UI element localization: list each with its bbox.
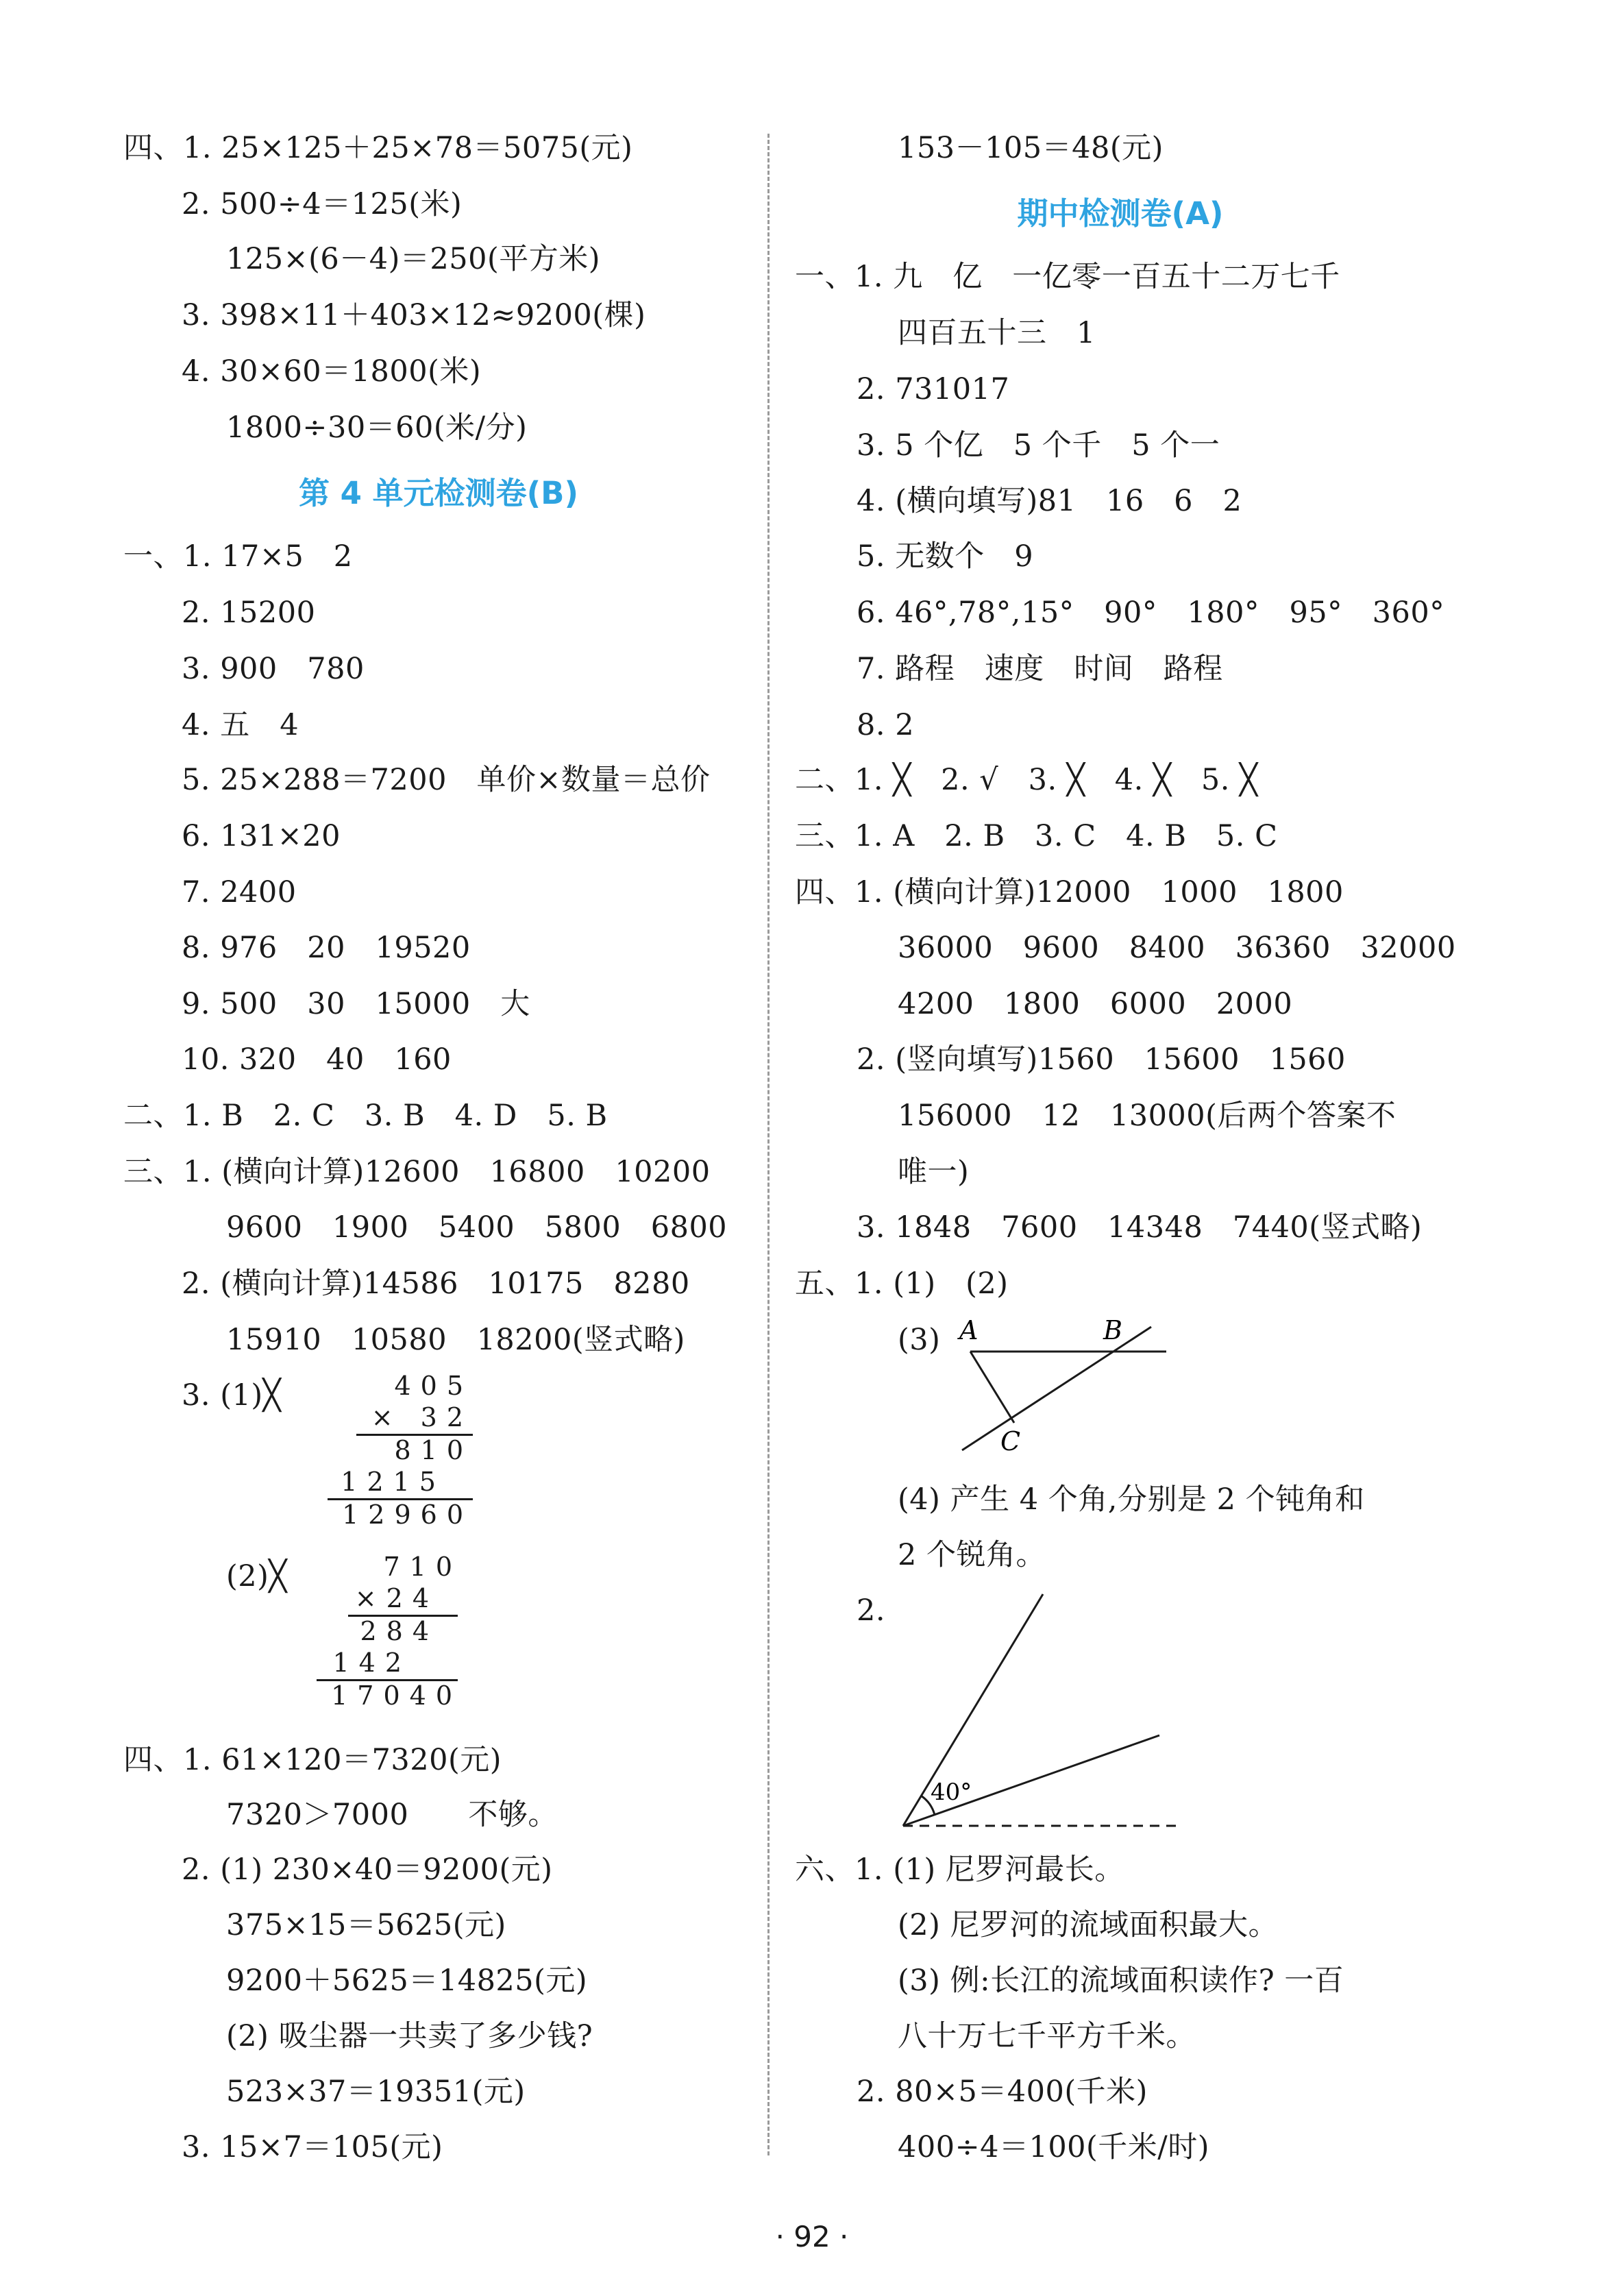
answer-line: 2. 500÷4＝125(米) [182, 187, 463, 221]
answer-line: 5. 无数个 9 [857, 539, 1034, 574]
answer-line: 一、1. 17×5 2 [123, 539, 353, 574]
answer-line: 9600 1900 5400 5800 6800 [226, 1210, 728, 1245]
page-number: · 92 · [775, 2220, 849, 2253]
answer-line: 八十万七千平方千米。 [898, 2019, 1196, 2053]
answer-line: 四百五十三 1 [898, 316, 1096, 350]
angle-label: 40° [931, 1779, 972, 1806]
answer-line: 2. (竖向填写)1560 15600 1560 [857, 1042, 1346, 1077]
vm-partial: 810 [394, 1435, 473, 1465]
line-bc [962, 1327, 1151, 1450]
answer-line: 3. (1)╳ [182, 1378, 281, 1413]
answer-line: 156000 12 13000(后两个答案不 [898, 1099, 1397, 1133]
answer-line: 125×(6－4)＝250(平方米) [226, 242, 600, 276]
vm-multiplier: × 32 [371, 1402, 473, 1432]
answer-line: 9200＋5625＝14825(元) [226, 1964, 588, 1998]
answer-line: 四、1. 61×120＝7320(元) [123, 1743, 502, 1777]
answer-line: (4) 产生 4 个角,分别是 2 个钝角和 [898, 1482, 1365, 1517]
answer-line: (3) [898, 1323, 941, 1357]
vm-result: 17040 [331, 1681, 462, 1711]
answer-line: 2. 15200 [182, 596, 316, 630]
answer-line: 153－105＝48(元) [898, 131, 1164, 165]
answer-line: (3) 例:长江的流域面积读作? 一百 [898, 1964, 1344, 1998]
section-title: 第 4 单元检测卷(B) [298, 475, 579, 511]
angle-ray-upper [903, 1594, 1043, 1826]
answer-line: 3. 1848 7600 14348 7440(竖式略) [857, 1210, 1423, 1245]
answer-line: 8. 2 [857, 708, 915, 742]
answer-line: 7. 路程 速度 时间 路程 [857, 652, 1223, 686]
answer-line: 唯一) [898, 1155, 970, 1189]
answer-line: 15910 10580 18200(竖式略) [226, 1323, 685, 1357]
answer-line: 7. 2400 [182, 875, 297, 909]
answer-line: 3. 15×7＝105(元) [182, 2130, 443, 2164]
answer-line: 三、1. A 2. B 3. C 4. B 5. C [795, 819, 1278, 853]
answer-line: 四、1. (横向计算)12000 1000 1800 [795, 875, 1344, 909]
answer-line: 2. [857, 1593, 886, 1628]
vm-multiplier: ×24 [354, 1583, 439, 1613]
answer-line: 4200 1800 6000 2000 [898, 987, 1293, 1021]
point-label-a: A [959, 1315, 979, 1345]
answer-line: 二、1. ╳ 2. √ 3. ╳ 4. ╳ 5. ╳ [795, 763, 1258, 797]
answer-line: 9. 500 30 15000 大 [182, 987, 530, 1021]
point-label-c: C [1000, 1426, 1021, 1456]
answer-line: (2)╳ [226, 1559, 287, 1593]
answer-line: 五、1. (1) (2) [795, 1267, 1009, 1301]
angle-figure [898, 1590, 1185, 1837]
answer-line: 三、1. (横向计算)12600 16800 10200 [123, 1155, 711, 1189]
answer-line: 2. 731017 [857, 372, 1010, 406]
answer-line: 400÷4＝100(千米/时) [898, 2130, 1210, 2164]
answer-line: 1800÷30＝60(米/分) [226, 411, 528, 445]
answer-line: 2. (横向计算)14586 10175 8280 [182, 1267, 690, 1301]
line-ac [970, 1352, 1014, 1423]
vm-partial: 1215 [341, 1467, 445, 1497]
answer-line: 2. (1) 230×40＝9200(元) [182, 1853, 553, 1887]
vm-multiplicand: 405 [394, 1371, 473, 1401]
answer-line: 6. 131×20 [182, 819, 341, 853]
answer-line: 2. 80×5＝400(千米) [857, 2075, 1148, 2109]
answer-line: 4. 五 4 [182, 708, 299, 742]
answer-line: 2 个锐角。 [898, 1538, 1046, 1572]
vm-partial: 142 [332, 1648, 411, 1678]
answer-line: 一、1. 九 亿 一亿零一百五十二万七千 [795, 260, 1340, 294]
answer-line: 523×37＝19351(元) [226, 2075, 526, 2109]
section-title: 期中检测卷(A) [1017, 195, 1224, 232]
answer-line: 二、1. B 2. C 3. B 4. D 5. B [123, 1099, 608, 1133]
vm-result: 12960 [342, 1500, 473, 1530]
answer-line: 8. 976 20 19520 [182, 931, 471, 965]
point-label-b: B [1103, 1315, 1122, 1345]
vm-multiplicand: 710 [383, 1552, 462, 1582]
answer-line: 3. 398×11＋403×12≈9200(棵) [182, 298, 646, 332]
answer-line: 3. 5 个亿 5 个千 5 个一 [857, 428, 1220, 463]
answer-line: 375×15＝5625(元) [226, 1908, 506, 1942]
answer-line: 5. 25×288＝7200 单价×数量＝总价 [182, 763, 711, 797]
answer-line: 3. 900 780 [182, 652, 365, 686]
answer-line: 四、1. 25×125＋25×78＝5075(元) [123, 131, 633, 165]
geometry-figure-abc [946, 1316, 1179, 1467]
answer-line: 7320＞7000 不够。 [226, 1798, 558, 1832]
answer-line: 4. 30×60＝1800(米) [182, 354, 482, 389]
answer-line: (2) 吸尘器一共卖了多少钱? [226, 2019, 593, 2053]
answer-line: 10. 320 40 160 [182, 1042, 452, 1077]
answer-line: 36000 9600 8400 36360 32000 [898, 931, 1456, 965]
answer-line: 六、1. (1) 尼罗河最长。 [795, 1853, 1124, 1887]
answer-line: 6. 46°,78°,15° 90° 180° 95° 360° [857, 596, 1445, 630]
answer-line: 4. (横向填写)81 16 6 2 [857, 484, 1242, 518]
column-divider [767, 134, 770, 2155]
answer-line: (2) 尼罗河的流域面积最大。 [898, 1908, 1279, 1942]
vm-partial: 284 [360, 1616, 439, 1646]
